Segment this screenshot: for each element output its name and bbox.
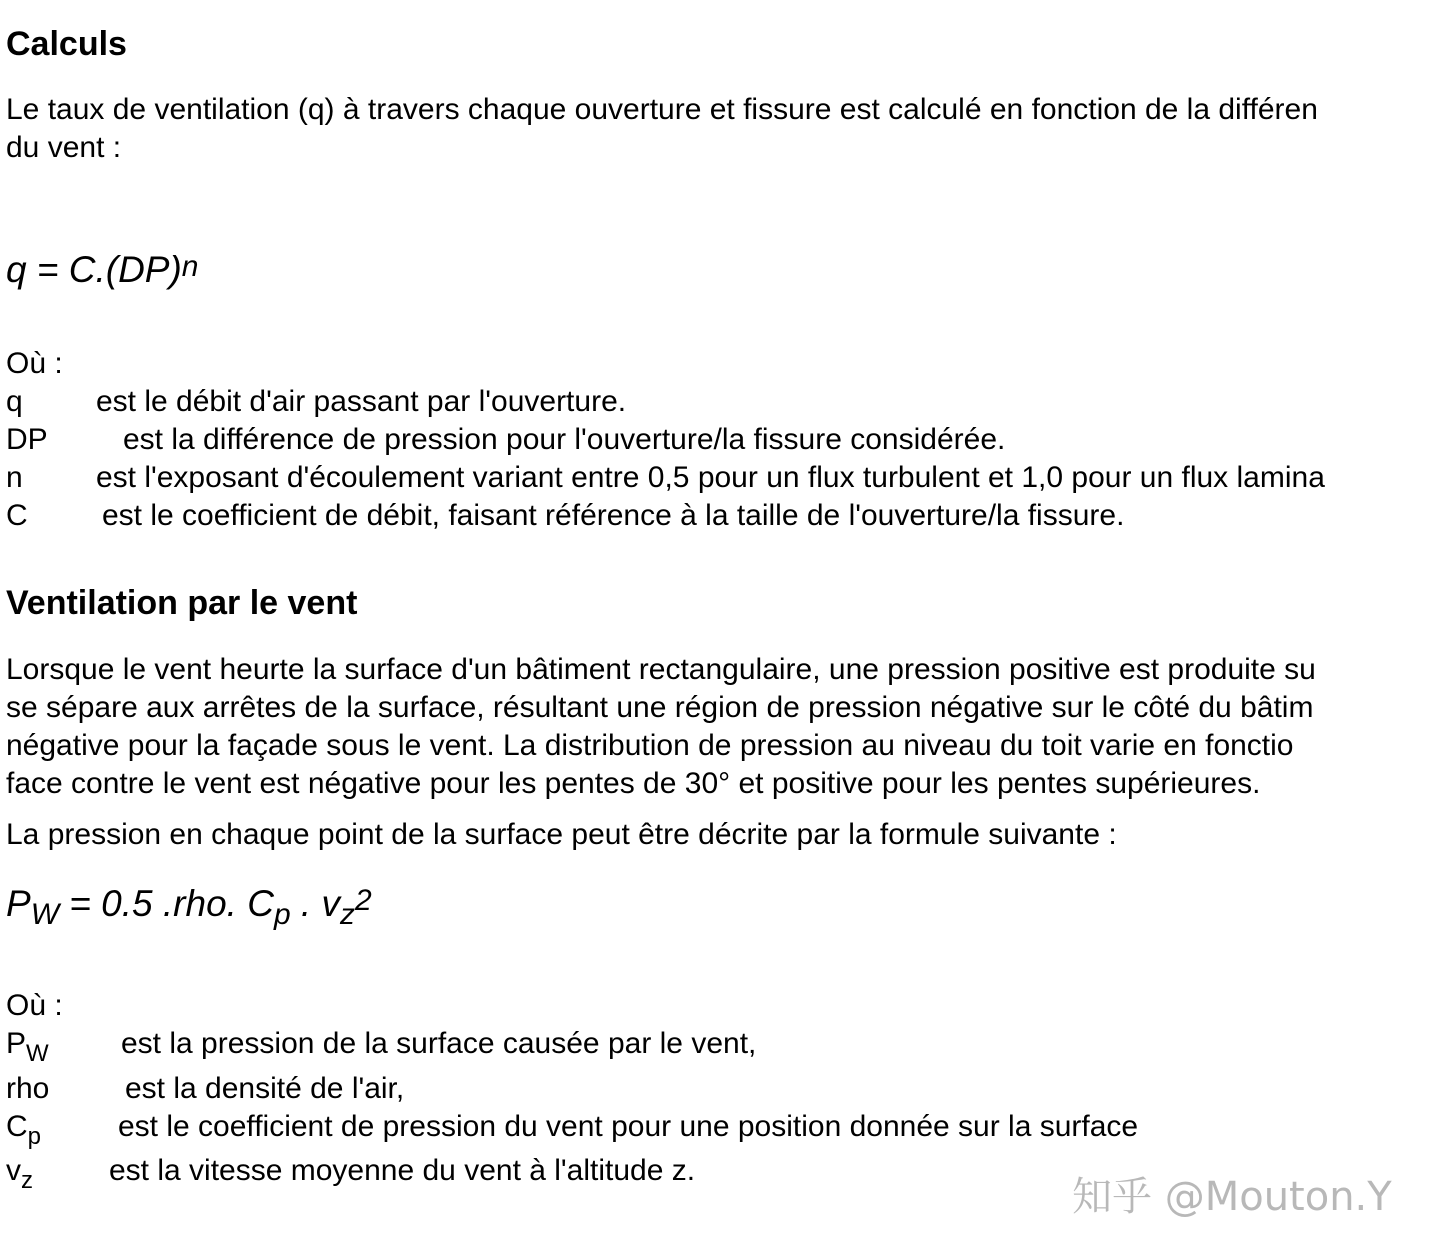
formula-wind-pressure [6,882,372,929]
definition-text-pw: est la pression de la surface causée par le vent, [121,1027,757,1060]
section-title-calculs: Calculs [6,25,127,63]
definition-text-rho: est la densité de l'air, [125,1072,405,1105]
definition-symbol-vz-base: v [6,1154,21,1187]
paragraph-line-2: se sépare aux arrêtes de la surface, résultant une région de pression négative sur le côté du bâtim [6,691,1314,724]
formula-flow-rate-exponent: n [181,250,199,283]
definition-text-c: est le coefficient de débit, faisant référence à la taille de l'ouverture/la fissure. [102,499,1125,532]
formula-c-sub: p [273,898,291,931]
definition-symbol-vz [6,1152,33,1192]
definition-text-vz: est la vitesse moyenne du vent à l'altitude z. [109,1154,696,1187]
formula-v-sub: z [339,898,355,931]
definition-symbol-pw-sub: W [26,1040,49,1067]
definition-text-q: est le débit d'air passant par l'ouverture. [96,385,627,418]
definition-symbol-pw [6,1025,49,1065]
formula-p-sub: W [30,898,60,931]
definition-symbol-cp [6,1108,41,1148]
formula-flow-rate [6,248,198,295]
where-label-1: Où : [6,347,63,380]
where-label-2: Où : [6,989,63,1022]
definition-symbol-vz-sub: z [21,1167,33,1194]
paragraph-line-1: Lorsque le vent heurte la surface d'un bâtiment rectangulaire, une pression positive est produite su [6,653,1316,686]
formula-dot: . v [290,883,340,924]
section-title-ventilation-vent: Ventilation par le vent [6,584,358,622]
paragraph-line-4: face contre le vent est négative pour les pentes de 30° et positive pour les pentes supérieures. [6,767,1261,800]
formula-mid: = 0.5 .rho. C [59,883,274,924]
definition-symbol-n: n [6,461,23,494]
definition-symbol-q: q [6,385,23,418]
intro-line-1: Le taux de ventilation (q) à travers chaque ouverture et fissure est calculé en fonction de la différen [6,93,1318,126]
definition-symbol-cp-sub: p [27,1123,42,1150]
definition-symbol-pw-base: P [6,1027,27,1060]
definition-text-n: est l'exposant d'écoulement variant entre 0,5 pour un flux turbulent et 1,0 pour un flux lamina [96,461,1325,494]
formula-flow-rate-base: q = C.(DP) [6,249,182,290]
definition-symbol-c: C [6,499,28,532]
definition-symbol-dp: DP [6,423,48,456]
definition-text-cp: est le coefficient de pression du vent pour une position donnée sur la surface [118,1110,1139,1143]
formula-intro: La pression en chaque point de la surface peut être décrite par la formule suivante : [6,818,1117,851]
watermark: 知乎 @Mouton.Y [1072,1174,1392,1220]
definition-symbol-cp-base: C [6,1110,28,1143]
paragraph-line-3: négative pour la façade sous le vent. La distribution de pression au niveau du toit varie en fonctio [6,729,1294,762]
formula-v-sup: 2 [354,884,372,917]
formula-p: P [6,883,31,924]
definition-text-dp: est la différence de pression pour l'ouverture/la fissure considérée. [123,423,1006,456]
intro-line-2: du vent : [6,131,122,164]
definition-symbol-rho: rho [6,1072,50,1105]
